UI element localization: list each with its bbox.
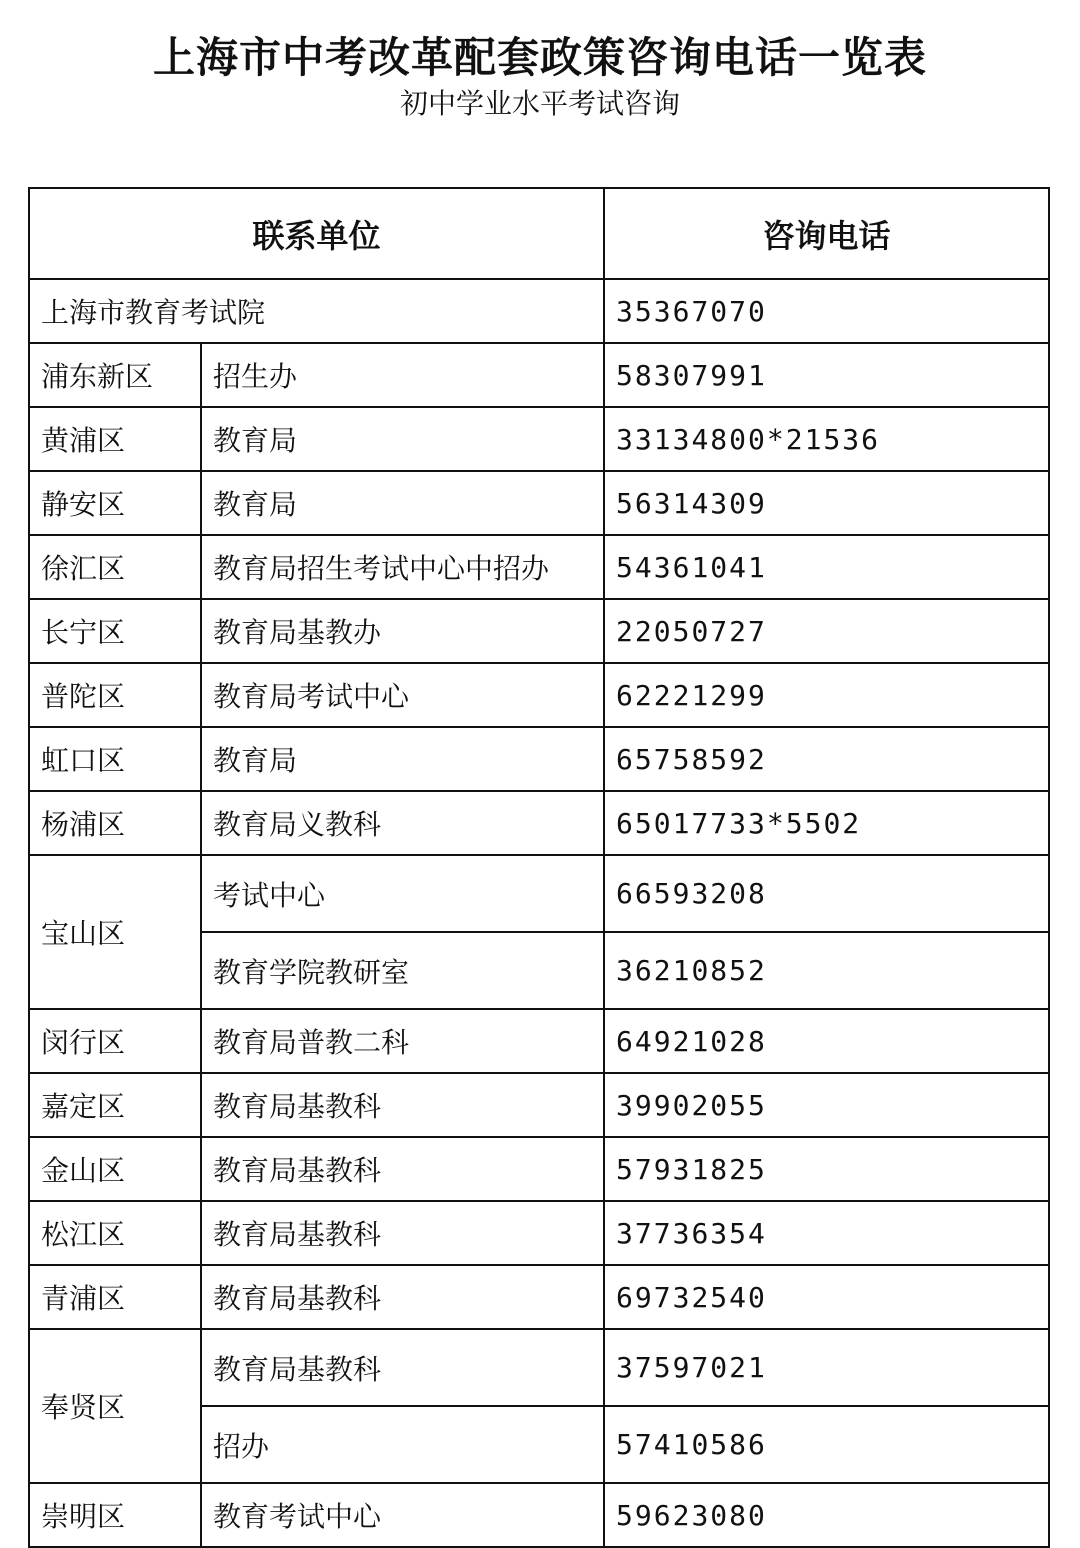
phone-cell: 56314309 (604, 471, 1049, 535)
office-cell: 考试中心 (201, 855, 604, 932)
office-cell: 教育局 (201, 727, 604, 791)
phone-cell: 62221299 (604, 663, 1049, 727)
table-row (29, 1329, 1049, 1406)
column-header-phone: 咨询电话 (604, 188, 1049, 279)
district-cell: 金山区 (29, 1137, 201, 1201)
column-header-unit: 联系单位 (29, 188, 604, 279)
table-row (29, 471, 1049, 535)
office-cell: 教育学院教研室 (201, 932, 604, 1009)
phone-cell: 69732540 (604, 1265, 1049, 1329)
district-cell: 普陀区 (29, 663, 201, 727)
district-cell: 宝山区 (29, 855, 201, 1009)
district-cell: 青浦区 (29, 1265, 201, 1329)
district-cell: 黄浦区 (29, 407, 201, 471)
table-row (29, 855, 1049, 932)
phone-cell: 35367070 (604, 279, 1049, 343)
phone-cell: 65017733*5502 (604, 791, 1049, 855)
office-cell: 教育局基教科 (201, 1073, 604, 1137)
district-cell: 虹口区 (29, 727, 201, 791)
office-cell: 教育局基教科 (201, 1329, 604, 1406)
district-cell: 徐汇区 (29, 535, 201, 599)
office-cell: 教育局基教办 (201, 599, 604, 663)
office-cell: 教育局基教科 (201, 1265, 604, 1329)
district-cell: 杨浦区 (29, 791, 201, 855)
page-subtitle: 初中学业水平考试咨询 (399, 87, 680, 120)
district-cell: 奉贤区 (29, 1329, 201, 1483)
phone-cell: 65758592 (604, 727, 1049, 791)
office-cell: 教育局考试中心 (201, 663, 604, 727)
phone-cell: 66593208 (604, 855, 1049, 932)
office-cell: 教育局普教二科 (201, 1009, 604, 1073)
table-row (29, 1265, 1049, 1329)
page-title: 上海市中考改革配套政策咨询电话一览表 (152, 33, 927, 82)
unit-cell: 上海市教育考试院 (29, 279, 604, 343)
district-cell: 松江区 (29, 1201, 201, 1265)
table-row (29, 1009, 1049, 1073)
table-row (29, 535, 1049, 599)
table-row (29, 791, 1049, 855)
office-cell: 教育局义教科 (201, 791, 604, 855)
district-cell: 闵行区 (29, 1009, 201, 1073)
office-cell: 教育局招生考试中心中招办 (201, 535, 604, 599)
office-cell: 招生办 (201, 343, 604, 407)
district-cell: 长宁区 (29, 599, 201, 663)
phone-cell: 57410586 (604, 1406, 1049, 1483)
table-row (29, 343, 1049, 407)
district-cell: 嘉定区 (29, 1073, 201, 1137)
phone-cell: 37736354 (604, 1201, 1049, 1265)
district-cell: 浦东新区 (29, 343, 201, 407)
contact-table (28, 187, 1050, 1548)
table-row (29, 1073, 1049, 1137)
office-cell: 教育局 (201, 471, 604, 535)
phone-cell: 58307991 (604, 343, 1049, 407)
phone-cell: 39902055 (604, 1073, 1049, 1137)
table-row (29, 1201, 1049, 1265)
table-row (29, 1483, 1049, 1547)
phone-cell: 33134800*21536 (604, 407, 1049, 471)
table-row (29, 599, 1049, 663)
office-cell: 教育局基教科 (201, 1201, 604, 1265)
table-header-row (29, 188, 1049, 279)
phone-cell: 37597021 (604, 1329, 1049, 1406)
phone-cell: 57931825 (604, 1137, 1049, 1201)
district-cell: 崇明区 (29, 1483, 201, 1547)
table-row (29, 407, 1049, 471)
table-row (29, 727, 1049, 791)
table-row (29, 279, 1049, 343)
phone-cell: 22050727 (604, 599, 1049, 663)
district-cell: 静安区 (29, 471, 201, 535)
office-cell: 教育考试中心 (201, 1483, 604, 1547)
phone-cell: 54361041 (604, 535, 1049, 599)
table-row (29, 663, 1049, 727)
table-row (29, 1137, 1049, 1201)
office-cell: 教育局 (201, 407, 604, 471)
phone-cell: 59623080 (604, 1483, 1049, 1547)
phone-cell: 36210852 (604, 932, 1049, 1009)
office-cell: 招办 (201, 1406, 604, 1483)
office-cell: 教育局基教科 (201, 1137, 604, 1201)
phone-cell: 64921028 (604, 1009, 1049, 1073)
table-body (29, 279, 1049, 1547)
